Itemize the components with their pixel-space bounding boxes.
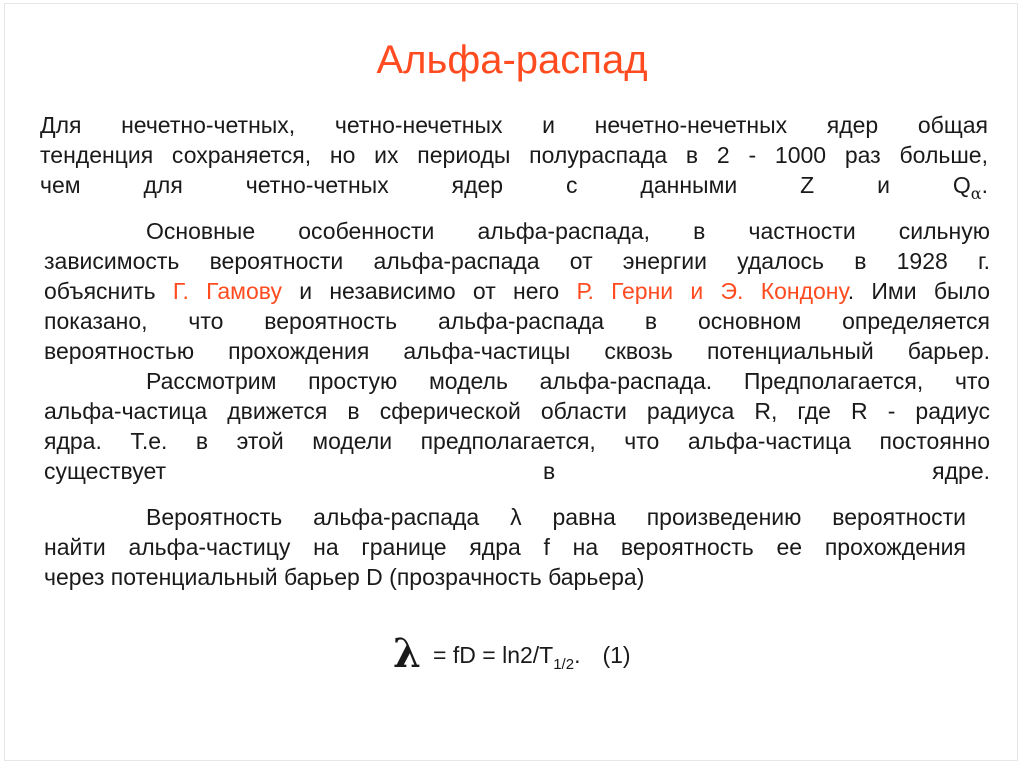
p3-line-3: через потенциальный барьер D (прозрачность барьера) (44, 564, 645, 590)
p1-line-1: Для нечетно-четных, четно-нечетных и нечетно-нечетных ядер общая (40, 112, 988, 138)
p3-line-2: найти альфа-частицу на границе ядра f на вероятность ее прохождения (44, 534, 966, 560)
p2-line-6 (146, 366, 990, 396)
paragraph-3 (44, 502, 966, 592)
formula-text: = fD = ln2/T (433, 642, 554, 668)
p1-line-3: чем для четно-четных ядер с данными Z и $Q_\alpha$. (40, 172, 988, 203)
paragraph-1 (40, 110, 988, 203)
p2-line-4: показано, что вероятность альфа-распада в основном определяется (44, 308, 990, 334)
equation-number: (1) (602, 642, 631, 668)
slide-title: Альфа-распад (376, 38, 648, 82)
p2-line-1-text: Основные особенности альфа-распада, в частности сильную (146, 218, 990, 244)
gamow-name: Г. Гамову (172, 278, 282, 304)
p2-line-3 (44, 276, 990, 306)
p2-line-1 (146, 216, 990, 246)
p2-line-5: вероятностью прохождения альфа-частицы сквозь потенциальный барьер. (44, 338, 990, 364)
formula-1 (393, 632, 631, 676)
formula-end: . (574, 642, 581, 668)
p1-line-2: тенденция сохраняется, но их периоды полураспада в 2 - 1000 раз больше, (40, 142, 988, 168)
p2-line-3-a: объяснить (44, 278, 173, 304)
q-alpha-subscript: α (970, 184, 982, 203)
p3-line-1 (146, 502, 966, 532)
p2-line-7: альфа-частица движется в сферической области радиуса R, где R - радиус (44, 398, 990, 424)
gurney-condon-names: Р. Герни и Э. Кондону (576, 278, 848, 304)
p1-line-3-end: . (981, 172, 988, 198)
p2-line-3-b: и независимо от него (281, 278, 577, 304)
p2-line-3-c: . Ими было (847, 278, 991, 304)
paragraph-2 (44, 216, 990, 486)
lambda-symbol: λ (393, 630, 422, 677)
formula-subscript: 1/2 (553, 656, 575, 673)
p3-line-1-text: Вероятность альфа-распада λ равна произведению вероятности (146, 504, 966, 530)
p2-line-9: существует в ядре. (44, 458, 990, 484)
p2-line-8: ядра. Т.е. в этой модели предполагается, что альфа-частица постоянно (44, 428, 990, 454)
p2-line-6-text: Рассмотрим простую модель альфа-распада. Предполагается, что (146, 368, 990, 394)
p2-line-2: зависимость вероятности альфа-распада от энергии удалось в 1928 г. (44, 248, 990, 274)
